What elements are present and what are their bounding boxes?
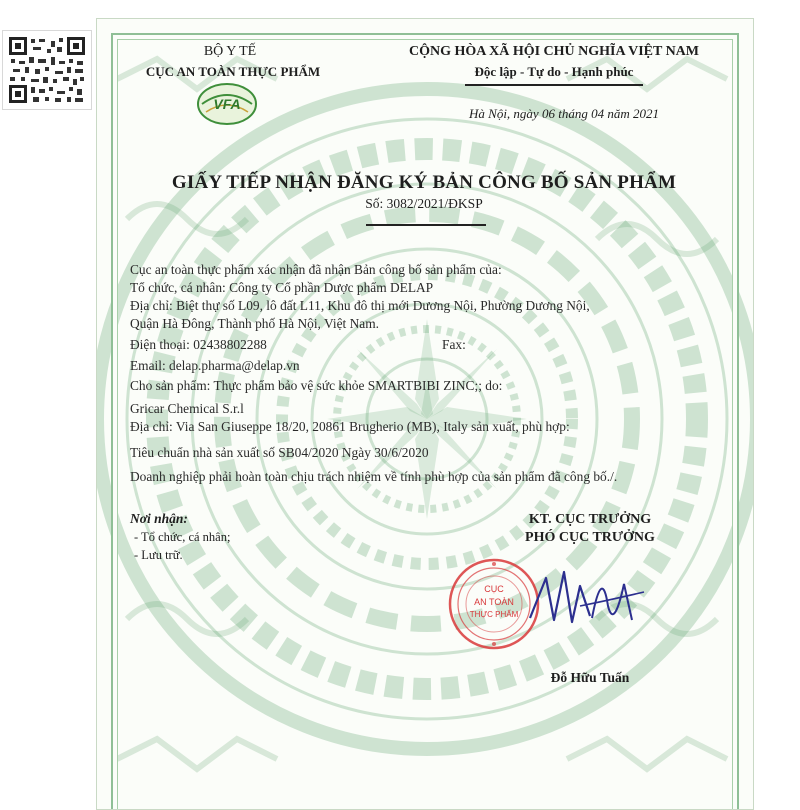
certificate-number: Số: 3082/2021/ĐKSP [365,196,483,211]
seal-text: THỰC PHẨM [469,610,519,619]
qr-code [2,30,92,110]
manufacturer-address-line: Địa chỉ: Via San Giuseppe 18/20, 20861 Brugherio (MB), Italy sản xuất, phù hợp: [130,419,570,434]
standard-line: Tiêu chuẩn nhà sản xuất số SB04/2020 Ngày 30/6/2020 [130,445,429,460]
signer-title-1: KT. CỤC TRƯỞNG [528,512,652,527]
certificate-title: GIẤY TIẾP NHẬN ĐĂNG KÝ BẢN CÔNG BỐ SẢN PHẨM [171,172,677,193]
fax-line: Fax: [442,337,466,352]
product-line: Cho sản phẩm: Thực phẩm bảo vệ sức khỏe SMARTBIBI ZINC;; do: [130,378,503,393]
handwritten-signature [520,560,650,645]
address-line-2: Quận Hà Đông, Thành phố Hà Nội, Việt Nam. [130,316,379,331]
place-and-date: Hà Nội, ngày 06 tháng 04 năm 2021 [469,106,659,121]
phone-line: Điện thoại: 02438802288 [130,337,267,352]
ministry-name: BỘ Y TẾ [203,44,257,59]
email-line: Email: delap.pharma@delap.vn [130,358,300,373]
national-motto: Độc lập - Tự do - Hạnh phúc [474,64,634,79]
agency-name: CỤC AN TOÀN THỰC PHẨM [145,64,321,79]
intro-text: Cục an toàn thực phẩm xác nhận đã nhận Bản công bố sản phẩm của: [130,262,502,277]
country-name: CỘNG HÒA XÃ HỘI CHỦ NGHĨA VIỆT NAM [408,44,699,59]
recipient-item: - Tổ chức, cá nhân; [134,530,231,544]
manufacturer-line: Gricar Chemical S.r.l [130,401,244,416]
signer-title-2: PHÓ CỤC TRƯỞNG [525,530,655,545]
recipients-heading: Nơi nhận: [130,511,188,526]
recipient-item: - Lưu trữ. [134,548,183,562]
vfa-logo-text: VFA [213,96,241,112]
signer-name: Đỗ Hữu Tuấn [550,670,630,685]
organization-line: Tổ chức, cá nhân: Công ty Cổ phần Dược phẩm DELAP [130,280,434,295]
seal-text: AN TOÀN [474,597,514,607]
seal-text: CỤC [484,584,504,594]
responsibility-line: Doanh nghiệp phải hoàn toàn chịu trách nhiệm về tính phù hợp của sản phẩm đã công bố./. [130,469,618,484]
address-line-1: Địa chỉ: Biệt thự số L09, lô đất L11, Khu đô thị mới Dương Nội, Phường Dương Nội, [130,298,590,313]
